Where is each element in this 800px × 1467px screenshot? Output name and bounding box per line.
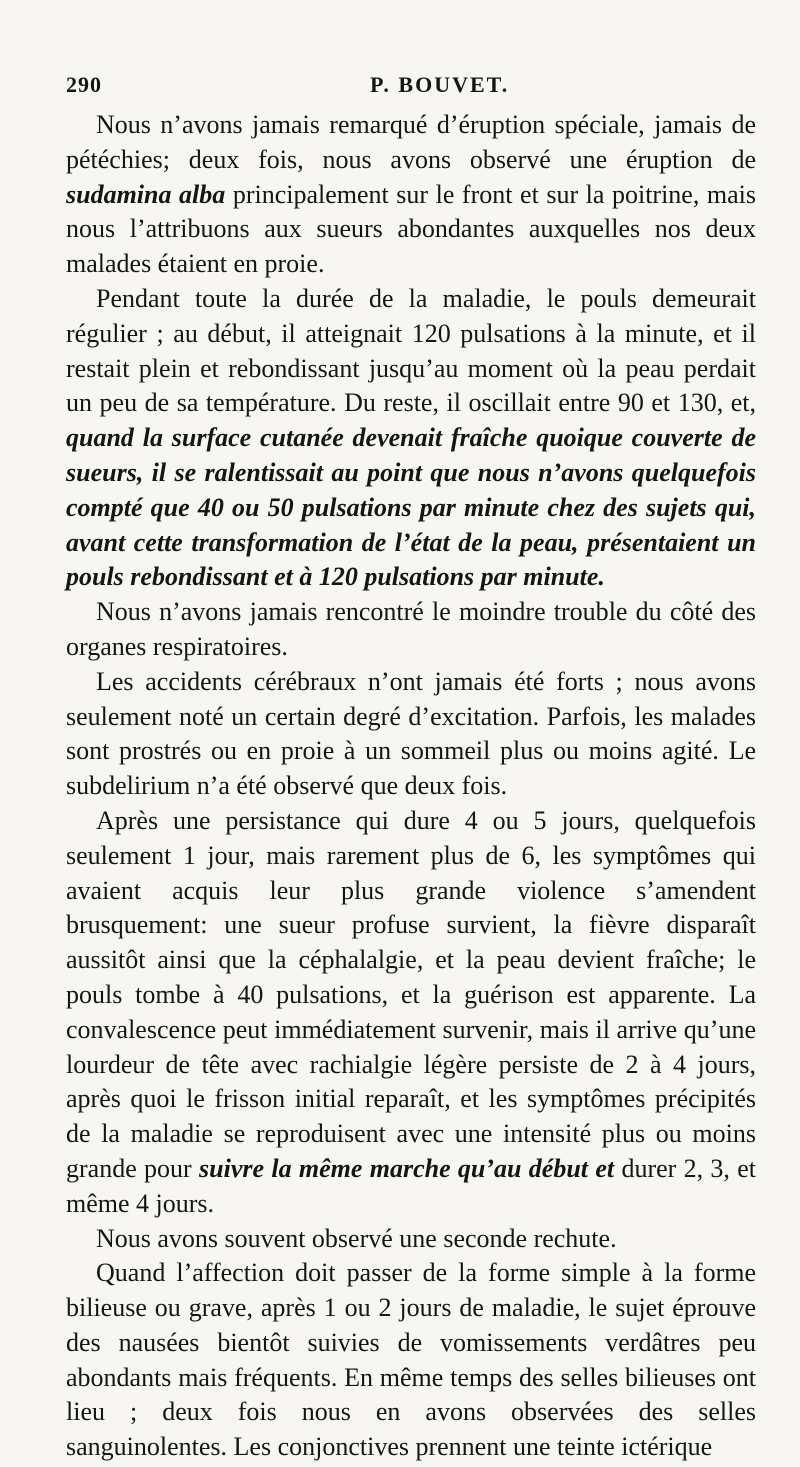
text-segment: Les accidents cérébraux n’ont jamais été forts ; nous avons seulement noté un certain degré d’excitation. Parfois, les malades sont prostrés ou en proie à un sommeil plus ou moins agité. Le subdelirium n’a été observé que deux fois. <box>66 666 756 801</box>
text-segment: durer 2, 3, et même 4 jours. <box>66 1153 757 1218</box>
paragraph <box>66 282 756 595</box>
paragraph <box>66 1222 756 1257</box>
italic-passage: quand la surface cutanée devenait fraîche quoique couverte de sueurs, il se ralentissait au point que nous n’avons quelquefois compté que 40 ou 50 pulsations par minute chez des sujets qui, avant cette transformation de l’état de la peau, présentaient un pouls rebondissant et à 120 pulsations par minute. <box>66 423 756 592</box>
paragraph <box>66 1256 756 1465</box>
text-segment: Quand l’affection doit passer de la forme simple à la forme bilieuse ou grave, après 1 ou 2 jours de maladie, le sujet éprouve des nausées bientôt suivies de vomissements verdâtres peu abondants mais fréquents. En même temps des selles bilieuses ont lieu ; deux fois nous en avons observées des selles sanguinolentes. Les conjonctives prennent une teinte ictérique <box>66 1258 756 1462</box>
text-segment: Nous n’avons jamais rencontré le moindre trouble du côté des organes respiratoires. <box>66 597 756 661</box>
paragraph <box>66 665 756 804</box>
text-segment: Après une persistance qui dure 4 ou 5 jours, quelquefois seulement 1 jour, mais rarement plus de 6, les symptômes qui avaient acquis leur plus grande violence s’amendent brusquement: une sueur profuse survient, la fièvre disparaît aussitôt ainsi que la céphalalgie, et la peau devient fraîche; le pouls tombe à 40 pulsations, et la guérison est apparente. La convalescence peut immédiatement survenir, mais il arrive qu’une lourdeur de tête avec rachialgie légère persiste de 2 à 4 jours, après quoi le frisson initial reparaît, et les symptômes précipités de la maladie se reproduisent avec une intensité plus ou moins grande pour <box>66 805 756 1183</box>
text-segment: Nous n’avons jamais remarqué d’éruption spéciale, jamais de pétéchies; deux fois, nous avons observé une éruption de <box>66 110 756 174</box>
text-segment: Nous avons souvent observé une seconde rechute. <box>96 1223 617 1253</box>
page-header <box>66 72 756 108</box>
page-body <box>66 108 756 1465</box>
italic-term: sudamina alba <box>66 179 226 209</box>
page-number: 290 <box>66 72 102 97</box>
text-segment: Pendant toute la durée de la maladie, le pouls demeurait régulier ; au début, il atteignait 120 pulsations à la minute, et il restait plein et rebondissant jusqu’au moment où la peau perdait un peu de sa température. Du reste, il oscillait entre 90 et 130, et, <box>66 283 756 418</box>
paragraph <box>66 108 756 282</box>
paragraph <box>66 595 756 665</box>
italic-passage: suivre la même marche qu’au début et <box>199 1153 615 1183</box>
text-segment: principalement sur le front et sur la poitrine, mais nous l’attribuons aux sueurs abondantes auxquelles nos deux malades étaient en proie. <box>66 179 756 279</box>
running-head: P. BOUVET. <box>370 72 510 97</box>
paragraph <box>66 804 756 1222</box>
